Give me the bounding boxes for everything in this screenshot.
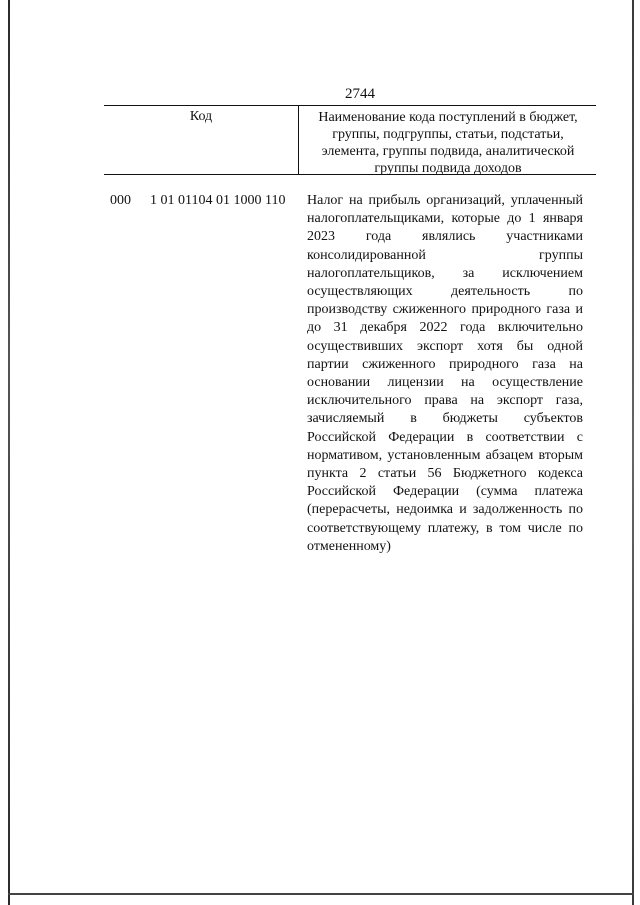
- scan-bottom-edge: [8, 893, 634, 895]
- header-code-column: Код: [189, 109, 213, 124]
- scan-left-edge: [8, 0, 10, 905]
- page-number: 2744: [345, 86, 375, 102]
- header-column-divider: [298, 106, 299, 174]
- row-description: Налог на прибыль организаций, уплаченный налогоплательщиками, которые до 1 января 2023 года являлись участниками консолидированной группы налогоплательщиков, за исключением осуществляющих деятельность по производству сжиженного природного газа и до 31 декабря 2022 года включительно осуществивших экспорт хотя бы одной партии сжиженного природного газа на основании лицензии на осуществление исключительного права на экспорт газа, зачисляемый в бюджеты субъектов Российской Федерации в соответствии с нормативом, установленным абзацем вторым пункта 2 статьи 56 Бюджетного кодекса Российской Федерации (сумма платежа (перерасчеты, недоимка и задолженность по соответствующему платежу, в том числе по отмененному): [307, 193, 583, 554]
- row-budget-code: 1 01 01104 01 1000 110: [150, 193, 286, 208]
- header-name-column: Наименование кода поступлений в бюджет, группы, подгруппы, статьи, подстатьи, элемента, группы подвида, аналитической группы подвида доходов: [318, 110, 578, 176]
- row-admin-code: 000: [110, 193, 131, 208]
- table-header: [104, 105, 596, 175]
- scan-right-edge: [632, 0, 634, 905]
